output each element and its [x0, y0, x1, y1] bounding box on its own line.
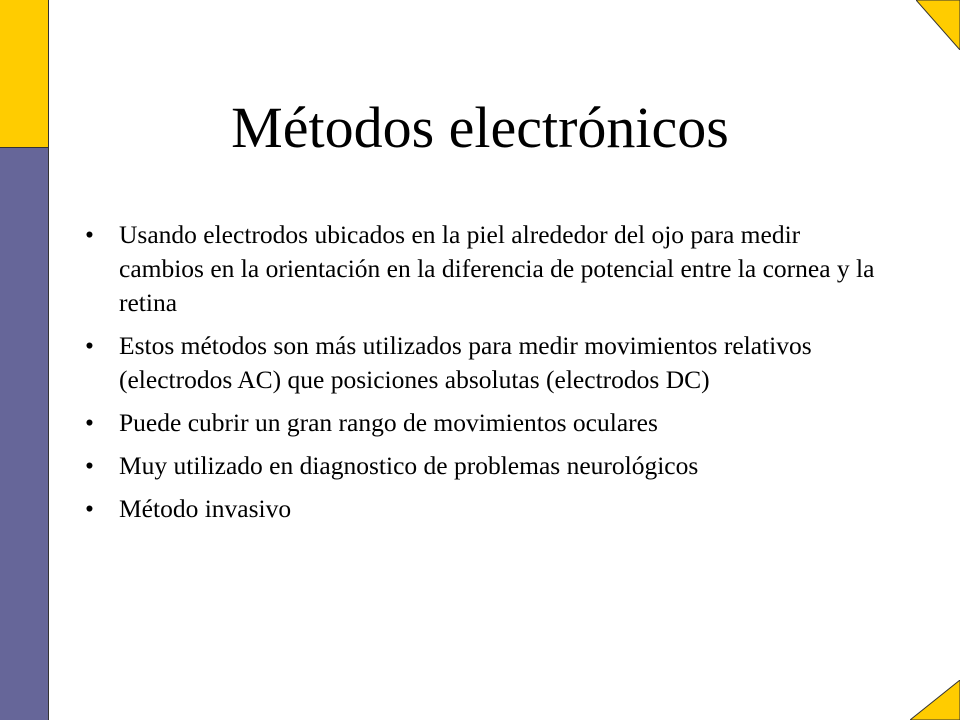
yellow-accent-bar [0, 0, 49, 148]
bullet-icon: • [85, 494, 94, 523]
bullet-item [85, 449, 875, 483]
bullet-text: Estos métodos son más utilizados para medir movimientos relativos (electrodos AC) que posiciones absolutas (electrodos DC) [119, 331, 812, 394]
bullet-text: Usando electrodos ubicados en la piel alrededor del ojo para medir cambios en la orientación en la diferencia de potencial entre la cornea y la retina [119, 220, 875, 317]
bullet-text: Método invasivo [119, 494, 292, 523]
slide-title: Métodos electrónicos [231, 95, 729, 160]
blue-accent-bar [0, 148, 49, 720]
bullet-icon: • [85, 451, 94, 480]
bullet-list [85, 218, 875, 535]
bullet-icon: • [85, 220, 94, 249]
bullet-item [85, 492, 875, 526]
bullet-item [85, 406, 875, 440]
bottom-right-corner-decoration [910, 680, 960, 720]
bullet-text: Puede cubrir un gran rango de movimientos oculares [119, 408, 658, 437]
bullet-icon: • [85, 331, 94, 360]
bullet-text: Muy utilizado en diagnostico de problemas neurológicos [119, 451, 699, 480]
bullet-icon: • [85, 408, 94, 437]
top-right-corner-decoration [916, 0, 960, 50]
bullet-item [85, 218, 875, 320]
bullet-item [85, 329, 875, 397]
